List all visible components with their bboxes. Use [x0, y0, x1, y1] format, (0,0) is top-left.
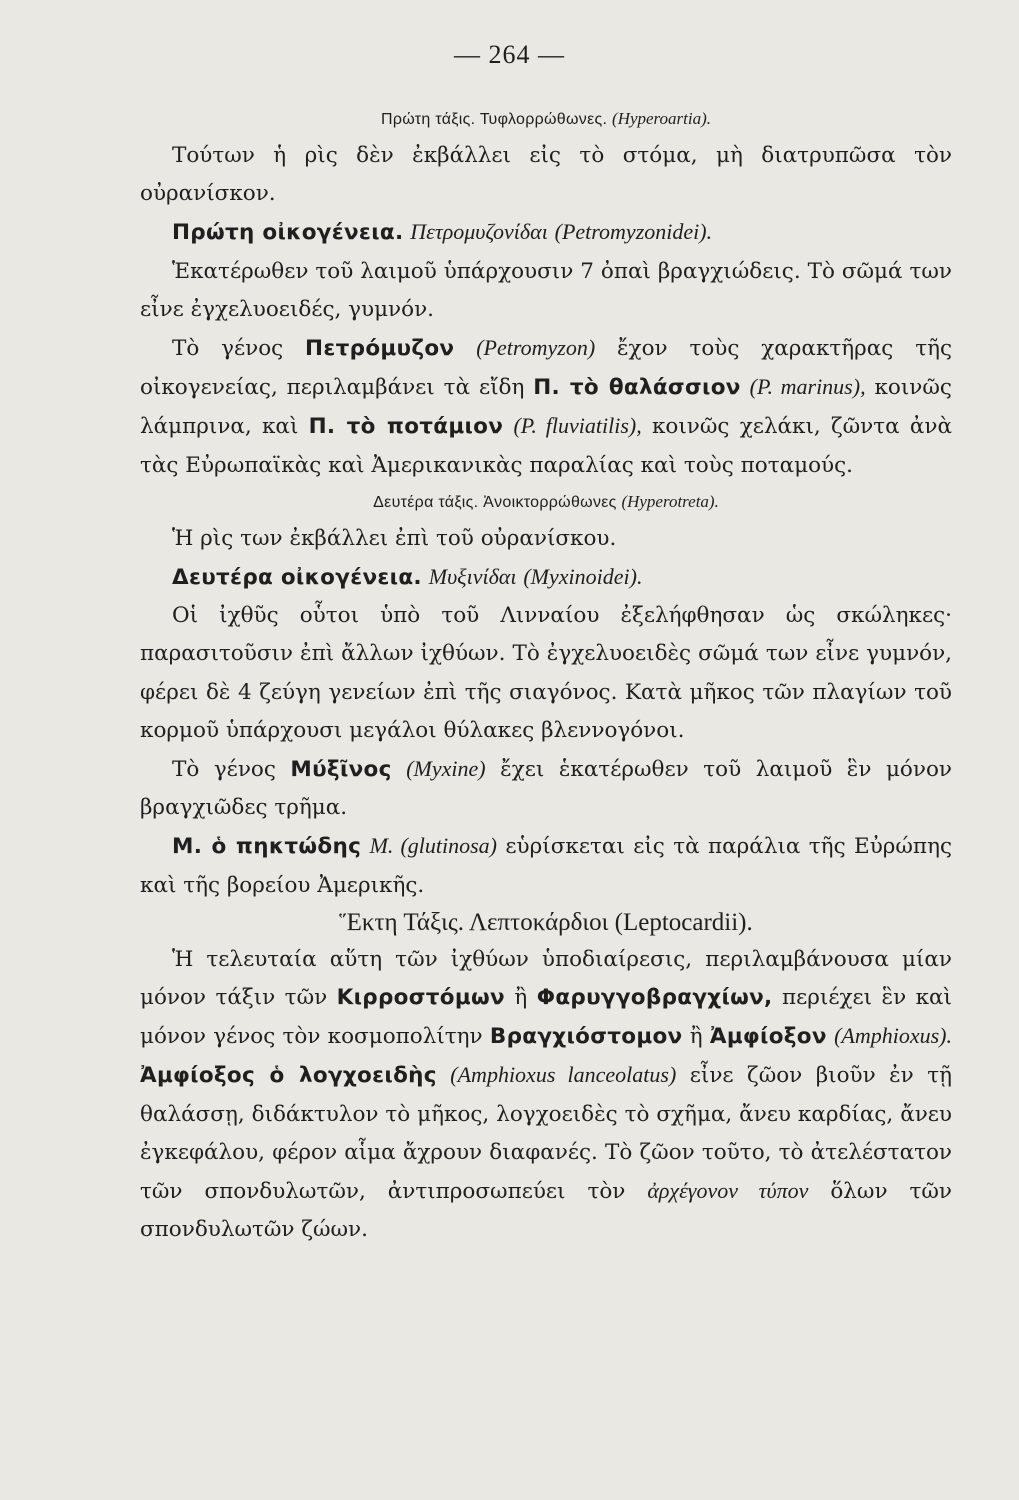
- family-heading-1: Πρώτη οἰκογένεια. Πετρομυζονίδαι (Petromyzonidei).: [172, 219, 713, 246]
- section-title: Ἕκτη Τάξις. Λεπτοκάρδιοι (Leptocardii).: [339, 908, 753, 936]
- paragraph: Τὸ γένος Πετρόμυζον (Petromyzon) ἔχον τοὺς χαρακτῆρας τῆς οἰκογενείας, περιλαμβάνει τὰ εἴδη Π. τὸ θαλάσσιον (P. marinus), κοινῶς λάμπρινα, καὶ Π. τὸ ποτάμιον (P. fluviatilis), κοινῶς χελάκι, ζῶντα ἀνὰ τὰς Εὐρωπαϊκὰς καὶ Ἀμερικανικὰς παραλίας καὶ τοὺς ποταμούς.: [140, 335, 953, 478]
- page-number: — 264 —: [454, 40, 565, 69]
- paragraph: Οἱ ἰχθῦς οὗτοι ὑπὸ τοῦ Λινναίου ἐξελήφθησαν ὡς σκώληκες· παρασιτοῦσιν ἐπὶ ἄλλων ἰχθύων. Τὸ ἐγχελυοειδὲς σῶμά των εἶνε γυμνόν, φέρει δὲ 4 ζεύγη γενείων ἐπὶ τῆς σιαγόνος. Κατὰ μῆκος τῶν πλαγίων τοῦ κορμοῦ ὑπάρχουσι μεγάλοι θύλακες βλεννογόνοι.: [140, 603, 952, 743]
- paragraph: Μ. ὁ πηκτώδης M. (glutinosa) εὑρίσκεται εἰς τὰ παράλια τῆς Εὐρώπης καὶ τῆς βορείου Ἀμερικῆς.: [140, 833, 952, 898]
- order-heading-2: Δευτέρα τάξις. Ἀνοικτορρώθωνες (Hyperotreta).: [373, 491, 719, 511]
- paragraph: Ἑκατέρωθεν τοῦ λαιμοῦ ὑπάρχουσιν 7 ὀπαὶ βραγχιώδεις. Τὸ σῶμά των εἶνε ἐγχελυοειδές, γυμνόν.: [140, 258, 952, 322]
- paragraph: Τὸ γένος Μύξῖνος (Myxine) ἔχει ἑκατέρωθεν τοῦ λαιμοῦ ἓν μόνον βραγχιῶδες τρῆμα.: [140, 756, 952, 821]
- paragraph: Ἡ τελευταία αὕτη τῶν ἰχθύων ὑποδιαίρεσις, περιλαμβάνουσα μίαν μόνον τάξιν τῶν Κιρροστόμων ἢ Φαρυγγοβραγχίων, περιέχει ἓν καὶ μόνον γένος τὸν κοσμοπολίτην Βραγχιόστομον ἢ Ἀμφίοξον (Amphioxus). Ἀμφίοξος ὁ λογχοειδὴς (Amphioxus lanceolatus) εἶνε ζῶον βιοῦν ἐν τῇ θαλάσσῃ, διδάκτυλον τὸ μῆκος, λογχοειδὲς τὸ σχῆμα, ἄνευ καρδίας, ἄνευ ἐγκεφάλου, φέρον αἷμα ἄχρουν διαφανές. Τὸ ζῶον τοῦτο, τὸ ἀτελέστατον τῶν σπονδυλωτῶν, ἀντιπροσωπεύει τὸν ἀρχέγονον τύπον ὅλων τῶν σπονδυλωτῶν ζώων.: [140, 946, 952, 1243]
- order-heading-1: Πρώτη τάξις. Τυφλορρώθωνες. (Hyperoartia).: [380, 109, 712, 128]
- paragraph: Ἡ ρὶς των ἐκβάλλει ἐπὶ τοῦ οὐρανίσκου.: [172, 525, 617, 551]
- page-body: [140, 102, 952, 1249]
- paragraph: Τούτων ἡ ρὶς δὲν ἐκβάλλει εἰς τὸ στόμα, μὴ διατρυπῶσα τὸν οὐρανίσκον.: [140, 143, 952, 207]
- family-heading-2: Δευτέρα οἰκογένεια. Μυξινίδαι (Myxinoidei).: [172, 564, 643, 591]
